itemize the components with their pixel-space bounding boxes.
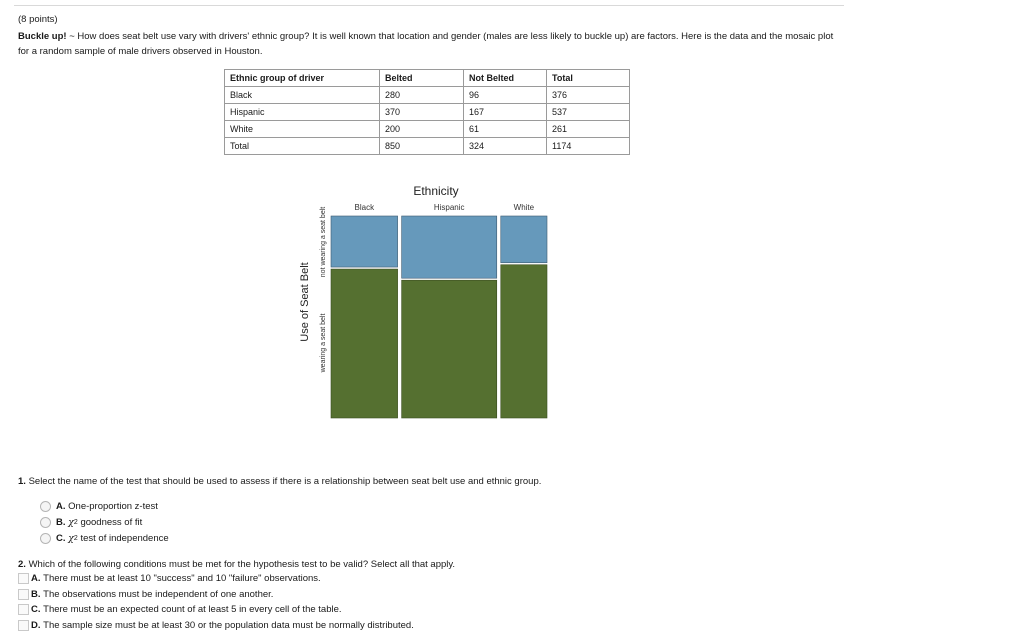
option-letter: C. bbox=[31, 604, 41, 615]
table-cell: 200 bbox=[380, 121, 464, 138]
table-header: Not Belted bbox=[464, 70, 547, 87]
option-letter: A. bbox=[31, 573, 41, 584]
option-text: test of independence bbox=[80, 533, 169, 544]
points-label: (8 points) bbox=[18, 14, 58, 25]
table-cell: White bbox=[225, 121, 380, 138]
category-label-hispanic: Hispanic bbox=[433, 203, 465, 212]
table-cell: Black bbox=[225, 87, 380, 104]
question-1-text: Select the name of the test that should be used to assess if there is a relationship between seat belt use and ethnic group. bbox=[28, 476, 542, 487]
table-cell: 370 bbox=[380, 104, 464, 121]
option-letter: D. bbox=[31, 620, 41, 631]
option-text: goodness of fit bbox=[80, 517, 143, 528]
option-1b[interactable] bbox=[40, 517, 142, 528]
question-1-number: 1. bbox=[18, 476, 26, 487]
option-letter: A. bbox=[56, 501, 66, 512]
option-2b[interactable] bbox=[18, 589, 273, 600]
option-letter: B. bbox=[31, 589, 41, 600]
question-2 bbox=[18, 559, 455, 570]
table-cell: 167 bbox=[464, 104, 547, 121]
option-2c[interactable] bbox=[18, 604, 342, 615]
category-label-white: White bbox=[513, 203, 535, 212]
mosaic-tile-white-wearing bbox=[501, 265, 547, 418]
data-table bbox=[224, 69, 630, 155]
radio-button[interactable] bbox=[40, 533, 51, 544]
option-1c[interactable] bbox=[40, 533, 169, 544]
mosaic-tile-black-not-wearing bbox=[331, 216, 398, 267]
option-text: There must be at least 10 "success" and 10 "failure" observations. bbox=[43, 573, 321, 584]
option-text: The observations must be independent of one another. bbox=[43, 589, 274, 600]
top-divider bbox=[14, 5, 844, 6]
question-1 bbox=[18, 476, 541, 487]
y-axis-title: Use of Seat Belt bbox=[299, 262, 311, 342]
row-label-not-wearing: not wearing a seat belt bbox=[320, 206, 327, 278]
question-2-number: 2. bbox=[18, 559, 26, 570]
table-cell: 324 bbox=[464, 138, 547, 155]
checkbox[interactable] bbox=[18, 620, 29, 631]
table-cell: 1174 bbox=[547, 138, 630, 155]
table-row bbox=[225, 121, 630, 138]
radio-button[interactable] bbox=[40, 517, 51, 528]
table-cell: 376 bbox=[547, 87, 630, 104]
intro-text: How does seat belt use vary with drivers' ethnic group? It is well known that location and gender (males are less likely to buckle up) are factors. Here is the data and the mosaic plot for a random sample of male drivers observed in Houston. bbox=[18, 31, 834, 57]
table-cell: Total bbox=[225, 138, 380, 155]
table-row bbox=[225, 138, 630, 155]
checkbox[interactable] bbox=[18, 604, 29, 615]
table-cell: 61 bbox=[464, 121, 547, 138]
table-header-row bbox=[225, 70, 630, 87]
table-header: Belted bbox=[380, 70, 464, 87]
mosaic-plot bbox=[290, 180, 560, 425]
option-letter: C. bbox=[56, 533, 66, 544]
checkbox[interactable] bbox=[18, 573, 29, 584]
intro-paragraph bbox=[18, 29, 838, 59]
table-cell: Hispanic bbox=[225, 104, 380, 121]
superscript-2: 2 bbox=[73, 535, 78, 542]
option-1a[interactable] bbox=[40, 501, 158, 512]
mosaic-tile-white-not-wearing bbox=[501, 216, 547, 263]
option-2a[interactable] bbox=[18, 573, 321, 584]
table-cell: 261 bbox=[547, 121, 630, 138]
mosaic-tile-hispanic-wearing bbox=[402, 280, 497, 418]
chi-symbol: χ bbox=[68, 517, 74, 528]
table-cell: 850 bbox=[380, 138, 464, 155]
row-label-wearing: wearing a seat belt bbox=[320, 313, 327, 373]
table-cell: 280 bbox=[380, 87, 464, 104]
table-header: Ethnic group of driver bbox=[225, 70, 380, 87]
table-row bbox=[225, 87, 630, 104]
question-2-text: Which of the following conditions must be met for the hypothesis test to be valid? Select all that apply. bbox=[28, 559, 456, 570]
option-letter: B. bbox=[56, 517, 66, 528]
option-text: There must be an expected count of at least 5 in every cell of the table. bbox=[43, 604, 342, 615]
radio-button[interactable] bbox=[40, 501, 51, 512]
checkbox[interactable] bbox=[18, 589, 29, 600]
chi-symbol: χ bbox=[68, 533, 74, 544]
table-cell: 96 bbox=[464, 87, 547, 104]
table-header: Total bbox=[547, 70, 630, 87]
table-cell: 537 bbox=[547, 104, 630, 121]
chart-title: Ethnicity bbox=[413, 184, 459, 198]
intro-title: Buckle up! bbox=[18, 31, 67, 42]
superscript-2: 2 bbox=[73, 519, 78, 526]
option-2d[interactable] bbox=[18, 620, 414, 631]
mosaic-tile-hispanic-not-wearing bbox=[402, 216, 497, 278]
option-text: One-proportion z-test bbox=[68, 501, 158, 512]
mosaic-tile-black-wearing bbox=[331, 269, 398, 418]
category-label-black: Black bbox=[354, 203, 375, 212]
table-row bbox=[225, 104, 630, 121]
option-text: The sample size must be at least 30 or the population data must be normally distributed. bbox=[43, 620, 414, 631]
intro-dash: ~ bbox=[66, 31, 78, 42]
